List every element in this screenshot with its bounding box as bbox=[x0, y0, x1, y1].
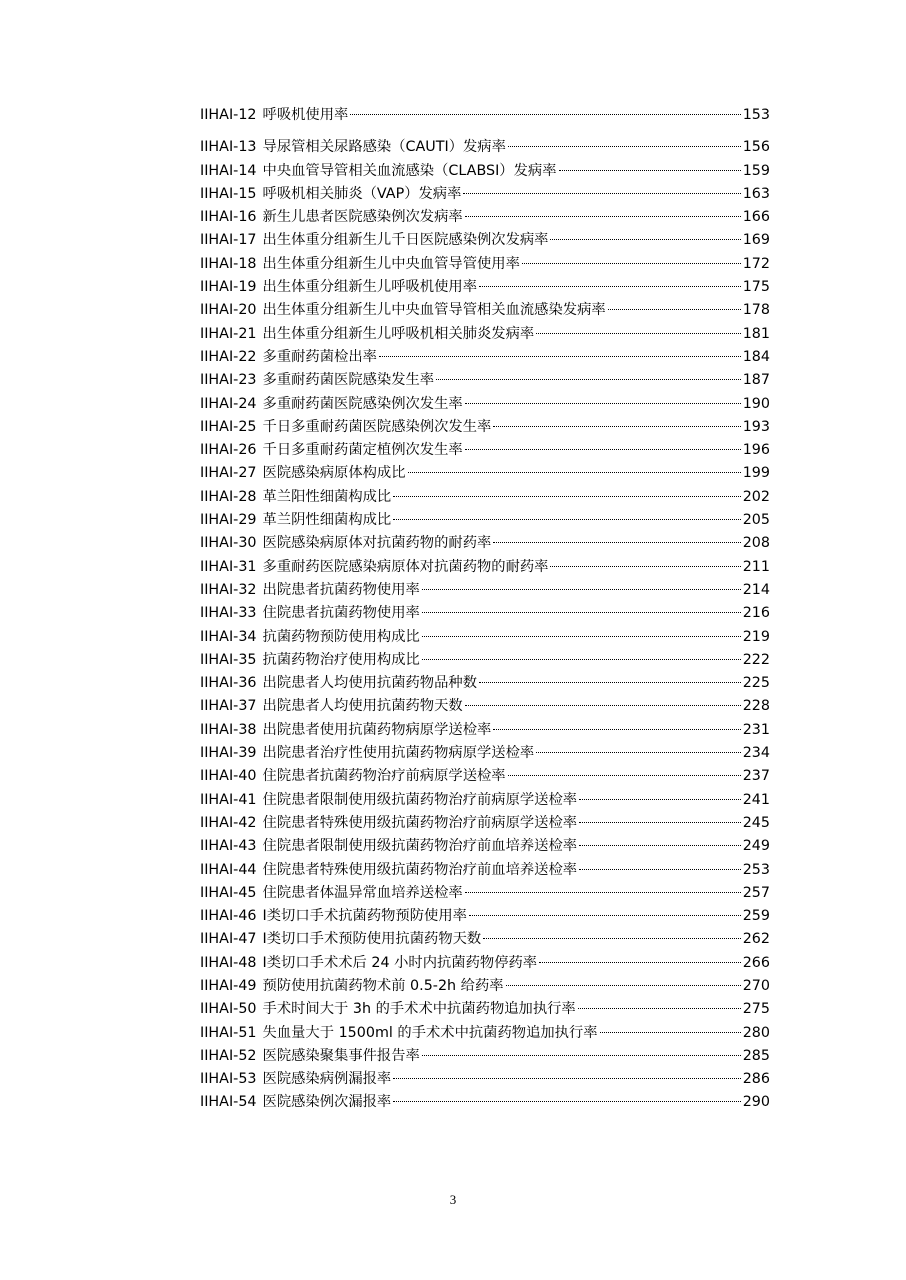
toc-leader-dots bbox=[483, 938, 740, 939]
toc-entry-title: 住院患者特殊使用级抗菌药物治疗前病原学送检率 bbox=[262, 814, 578, 831]
toc-entry-code: IIHAI-38 bbox=[200, 721, 257, 738]
toc-entry-code: IIHAI-50 bbox=[200, 1001, 257, 1018]
toc-entry-title: 预防使用抗菌药物术前 0.5-2h 给药率 bbox=[262, 977, 504, 994]
toc-entry-page: 199 bbox=[742, 465, 770, 482]
toc-entry-page: 222 bbox=[742, 651, 770, 668]
toc-entry-code: IIHAI-45 bbox=[200, 884, 257, 901]
toc-entry-code: IIHAI-24 bbox=[200, 395, 257, 412]
toc-entry-code: IIHAI-46 bbox=[200, 908, 257, 925]
toc-entry[interactable] bbox=[200, 509, 770, 532]
toc-entry-code: IIHAI-54 bbox=[200, 1094, 257, 1111]
toc-entry-title: 出院患者人均使用抗菌药物天数 bbox=[262, 698, 463, 715]
toc-entry-code: IIHAI-33 bbox=[200, 605, 257, 622]
toc-leader-dots bbox=[508, 775, 741, 776]
toc-entry[interactable] bbox=[200, 462, 770, 485]
toc-entry-page: 266 bbox=[742, 954, 770, 971]
toc-leader-dots bbox=[550, 239, 740, 240]
toc-leader-dots bbox=[550, 566, 740, 567]
toc-entry-page: 234 bbox=[742, 745, 770, 762]
toc-entry[interactable] bbox=[200, 160, 770, 183]
toc-entry-code: IIHAI-47 bbox=[200, 931, 257, 948]
toc-entry[interactable] bbox=[200, 602, 770, 625]
toc-entry[interactable] bbox=[200, 416, 770, 439]
toc-entry[interactable] bbox=[200, 393, 770, 416]
toc-entry-page: 156 bbox=[742, 139, 770, 156]
toc-entry[interactable] bbox=[200, 369, 770, 392]
toc-entry-page: 175 bbox=[742, 279, 770, 296]
toc-entry-page: 245 bbox=[742, 814, 770, 831]
toc-leader-dots bbox=[465, 449, 741, 450]
toc-entry-title: 出生体重分组新生儿千日医院感染例次发病率 bbox=[262, 232, 549, 249]
toc-entry-code: IIHAI-39 bbox=[200, 745, 257, 762]
toc-entry-code: IIHAI-12 bbox=[200, 107, 257, 123]
toc-leader-dots bbox=[465, 216, 741, 217]
toc-entry[interactable] bbox=[200, 928, 770, 951]
toc-entry-code: IIHAI-48 bbox=[200, 954, 257, 971]
toc-entry[interactable] bbox=[200, 579, 770, 602]
toc-entry[interactable] bbox=[200, 136, 770, 159]
toc-entry-page: 225 bbox=[742, 675, 770, 692]
toc-entry-title: 出院患者治疗性使用抗菌药物病原学送检率 bbox=[262, 745, 535, 762]
toc-leader-dots bbox=[506, 985, 741, 986]
toc-entry[interactable] bbox=[200, 742, 770, 765]
toc-entry-title: Ⅰ类切口手术预防使用抗菌药物天数 bbox=[262, 931, 482, 948]
toc-entry-code: IIHAI-35 bbox=[200, 651, 257, 668]
toc-entry-code: IIHAI-27 bbox=[200, 465, 257, 482]
toc-entry[interactable] bbox=[200, 229, 770, 252]
toc-leader-dots bbox=[422, 1055, 741, 1056]
toc-entry[interactable] bbox=[200, 952, 770, 975]
toc-entry-title: 多重耐药菌医院感染发生率 bbox=[262, 372, 435, 389]
toc-leader-dots bbox=[422, 612, 741, 613]
toc-entry[interactable] bbox=[200, 183, 770, 206]
toc-entry[interactable] bbox=[200, 104, 770, 127]
toc-entry-page: 219 bbox=[742, 628, 770, 645]
toc-entry-title: 失血量大于 1500ml 的手术术中抗菌药物追加执行率 bbox=[262, 1024, 598, 1041]
toc-entry-page: 241 bbox=[742, 791, 770, 808]
toc-entry-page: 159 bbox=[742, 162, 770, 179]
toc-entry-code: IIHAI-43 bbox=[200, 838, 257, 855]
toc-entry-title: 医院感染病原体对抗菌药物的耐药率 bbox=[262, 535, 492, 552]
toc-entry[interactable] bbox=[200, 695, 770, 718]
toc-leader-dots bbox=[536, 333, 741, 334]
toc-entry-code: IIHAI-32 bbox=[200, 581, 257, 598]
toc-entry-title: 出生体重分组新生儿中央血管导管相关血流感染发病率 bbox=[262, 302, 606, 319]
toc-entry-code: IIHAI-52 bbox=[200, 1047, 257, 1064]
toc-entry[interactable] bbox=[200, 532, 770, 555]
toc-entry-page: 280 bbox=[742, 1024, 770, 1041]
toc-entry-title: 多重耐药菌检出率 bbox=[262, 348, 377, 365]
toc-leader-dots bbox=[493, 426, 740, 427]
toc-entry[interactable] bbox=[200, 975, 770, 998]
toc-entry[interactable] bbox=[200, 835, 770, 858]
toc-entry-title: 新生儿患者医院感染例次发病率 bbox=[262, 209, 463, 226]
toc-leader-dots bbox=[536, 752, 741, 753]
toc-leader-dots bbox=[393, 519, 740, 520]
toc-entry[interactable] bbox=[200, 206, 770, 229]
toc-entry-page: 262 bbox=[742, 931, 770, 948]
toc-entry-page: 205 bbox=[742, 512, 770, 529]
toc-entry[interactable] bbox=[200, 859, 770, 882]
toc-entry-page: 190 bbox=[742, 395, 770, 412]
toc-entry[interactable] bbox=[200, 346, 770, 369]
toc-entry-title: 医院感染聚集事件报告率 bbox=[262, 1047, 420, 1064]
toc-entry[interactable] bbox=[200, 439, 770, 462]
toc-leader-dots bbox=[479, 682, 741, 683]
toc-entry-title: 导尿管相关尿路感染（CAUTI）发病率 bbox=[262, 139, 506, 156]
toc-entry-title: 出生体重分组新生儿呼吸机相关肺炎发病率 bbox=[262, 325, 535, 342]
toc-entry-code: IIHAI-26 bbox=[200, 442, 257, 459]
toc-entry-page: 153 bbox=[742, 107, 770, 123]
page-number: 3 bbox=[449, 1192, 457, 1207]
toc-entry-code: IIHAI-18 bbox=[200, 255, 257, 272]
toc-entry-code: IIHAI-40 bbox=[200, 768, 257, 785]
toc-leader-dots bbox=[422, 636, 741, 637]
toc-entry[interactable] bbox=[200, 253, 770, 276]
toc-entry-page: 275 bbox=[742, 1001, 770, 1018]
toc-leader-dots bbox=[493, 729, 740, 730]
toc-leader-dots bbox=[469, 915, 741, 916]
toc-entry-page: 231 bbox=[742, 721, 770, 738]
toc-leader-dots bbox=[579, 869, 741, 870]
toc-entry-page: 187 bbox=[742, 372, 770, 389]
toc-leader-dots bbox=[463, 193, 740, 194]
toc-entry-code: IIHAI-20 bbox=[200, 302, 257, 319]
toc-entry-code: IIHAI-30 bbox=[200, 535, 257, 552]
toc-leader-dots bbox=[579, 845, 741, 846]
toc-entry[interactable] bbox=[200, 299, 770, 322]
toc-entry-code: IIHAI-28 bbox=[200, 488, 257, 505]
toc-entry-page: 211 bbox=[742, 558, 770, 575]
toc-leader-dots bbox=[422, 589, 741, 590]
toc-entry[interactable] bbox=[200, 1068, 770, 1091]
toc-entry-page: 216 bbox=[742, 605, 770, 622]
toc-leader-dots bbox=[539, 962, 741, 963]
toc-entry-title: Ⅰ类切口手术抗菌药物预防使用率 bbox=[262, 908, 467, 925]
toc-entry-title: 出生体重分组新生儿呼吸机使用率 bbox=[262, 279, 477, 296]
toc-entry[interactable] bbox=[200, 1045, 770, 1068]
toc-leader-dots bbox=[579, 822, 741, 823]
toc-entry-code: IIHAI-16 bbox=[200, 209, 257, 226]
toc-entry[interactable] bbox=[200, 556, 770, 579]
toc-entry-code: IIHAI-22 bbox=[200, 348, 257, 365]
toc-entry-code: IIHAI-14 bbox=[200, 162, 257, 179]
toc-entry-code: IIHAI-34 bbox=[200, 628, 257, 645]
toc-entry-title: 医院感染病原体构成比 bbox=[262, 465, 406, 482]
toc-entry-title: 革兰阳性细菌构成比 bbox=[262, 488, 392, 505]
toc-entry[interactable] bbox=[200, 998, 770, 1021]
toc-entry-page: 193 bbox=[742, 418, 770, 435]
toc-entry-title: 手术时间大于 3h 的手术术中抗菌药物追加执行率 bbox=[262, 1001, 576, 1018]
toc-entry-title: 出院患者人均使用抗菌药物品种数 bbox=[262, 675, 477, 692]
toc-entry-title: 出生体重分组新生儿中央血管导管使用率 bbox=[262, 255, 520, 272]
toc-entry[interactable] bbox=[200, 649, 770, 672]
toc-leader-dots bbox=[559, 170, 741, 171]
table-of-contents bbox=[200, 104, 770, 1115]
toc-entry-page: 257 bbox=[742, 884, 770, 901]
toc-entry[interactable] bbox=[200, 1091, 770, 1114]
toc-entry-page: 166 bbox=[742, 209, 770, 226]
toc-entry-code: IIHAI-13 bbox=[200, 139, 257, 156]
toc-entry-page: 214 bbox=[742, 581, 770, 598]
toc-leader-dots bbox=[393, 496, 740, 497]
toc-entry-title: 抗菌药物预防使用构成比 bbox=[262, 628, 420, 645]
toc-entry[interactable] bbox=[200, 765, 770, 788]
toc-leader-dots bbox=[436, 379, 741, 380]
toc-entry-code: IIHAI-42 bbox=[200, 814, 257, 831]
toc-entry[interactable] bbox=[200, 486, 770, 509]
toc-entry-title: 千日多重耐药菌定植例次发生率 bbox=[262, 442, 463, 459]
toc-entry-page: 172 bbox=[742, 255, 770, 272]
toc-leader-dots bbox=[493, 542, 740, 543]
toc-entry-page: 181 bbox=[742, 325, 770, 342]
toc-entry[interactable] bbox=[200, 905, 770, 928]
toc-entry-title: 出院患者使用抗菌药物病原学送检率 bbox=[262, 721, 492, 738]
toc-leader-dots bbox=[393, 1078, 740, 1079]
toc-entry-page: 253 bbox=[742, 861, 770, 878]
toc-entry-page: 290 bbox=[742, 1094, 770, 1111]
toc-entry[interactable] bbox=[200, 323, 770, 346]
toc-entry-title: 多重耐药医院感染病原体对抗菌药物的耐药率 bbox=[262, 558, 549, 575]
toc-entry-code: IIHAI-23 bbox=[200, 372, 257, 389]
toc-leader-dots bbox=[465, 892, 741, 893]
toc-entry-title: 中央血管导管相关血流感染（CLABSI）发病率 bbox=[262, 162, 557, 179]
toc-entry[interactable] bbox=[200, 789, 770, 812]
toc-entry-title: Ⅰ类切口手术术后 24 小时内抗菌药物停药率 bbox=[262, 954, 538, 971]
toc-entry-page: 178 bbox=[742, 302, 770, 319]
toc-entry-title: 抗菌药物治疗使用构成比 bbox=[262, 651, 420, 668]
toc-leader-dots bbox=[422, 659, 741, 660]
toc-leader-dots bbox=[522, 263, 741, 264]
toc-entry-page: 208 bbox=[742, 535, 770, 552]
toc-entry-page: 249 bbox=[742, 838, 770, 855]
toc-leader-dots bbox=[578, 1008, 741, 1009]
toc-entry-code: IIHAI-41 bbox=[200, 791, 257, 808]
toc-entry-title: 千日多重耐药菌医院感染例次发生率 bbox=[262, 418, 492, 435]
toc-entry-code: IIHAI-19 bbox=[200, 279, 257, 296]
toc-entry-page: 202 bbox=[742, 488, 770, 505]
toc-entry-code: IIHAI-21 bbox=[200, 325, 257, 342]
toc-entry[interactable] bbox=[200, 719, 770, 742]
toc-entry-page: 169 bbox=[742, 232, 770, 249]
toc-entry[interactable] bbox=[200, 882, 770, 905]
toc-entry-title: 住院患者限制使用级抗菌药物治疗前病原学送检率 bbox=[262, 791, 578, 808]
toc-leader-dots bbox=[600, 1032, 741, 1033]
toc-entry-code: IIHAI-36 bbox=[200, 675, 257, 692]
toc-entry-code: IIHAI-25 bbox=[200, 418, 257, 435]
toc-entry-page: 237 bbox=[742, 768, 770, 785]
toc-entry-code: IIHAI-17 bbox=[200, 232, 257, 249]
toc-leader-dots bbox=[579, 799, 741, 800]
toc-leader-dots bbox=[608, 309, 741, 310]
toc-entry-title: 呼吸机使用率 bbox=[262, 107, 349, 123]
toc-entry-code: IIHAI-31 bbox=[200, 558, 257, 575]
toc-entry-title: 住院患者抗菌药物治疗前病原学送检率 bbox=[262, 768, 506, 785]
toc-entry-code: IIHAI-51 bbox=[200, 1024, 257, 1041]
toc-leader-dots bbox=[465, 705, 741, 706]
toc-entry[interactable] bbox=[200, 276, 770, 299]
toc-entry-code: IIHAI-49 bbox=[200, 977, 257, 994]
toc-entry-page: 259 bbox=[742, 908, 770, 925]
toc-entry-code: IIHAI-37 bbox=[200, 698, 257, 715]
toc-leader-dots bbox=[393, 1101, 740, 1102]
toc-entry-title: 医院感染例次漏报率 bbox=[262, 1094, 392, 1111]
toc-entry-page: 286 bbox=[742, 1071, 770, 1088]
toc-entry-page: 285 bbox=[742, 1047, 770, 1064]
toc-entry[interactable] bbox=[200, 626, 770, 649]
toc-entry-title: 住院患者限制使用级抗菌药物治疗前血培养送检率 bbox=[262, 838, 578, 855]
toc-entry-title: 呼吸机相关肺炎（VAP）发病率 bbox=[262, 185, 462, 202]
toc-entry-page: 184 bbox=[742, 348, 770, 365]
toc-entry-page: 270 bbox=[742, 977, 770, 994]
toc-entry-title: 住院患者体温异常血培养送检率 bbox=[262, 884, 463, 901]
toc-entry-title: 住院患者抗菌药物使用率 bbox=[262, 605, 420, 622]
toc-entry-code: IIHAI-53 bbox=[200, 1071, 257, 1088]
toc-leader-dots bbox=[465, 403, 741, 404]
toc-entry-code: IIHAI-44 bbox=[200, 861, 257, 878]
toc-entry-title: 出院患者抗菌药物使用率 bbox=[262, 581, 420, 598]
toc-entry-title: 革兰阴性细菌构成比 bbox=[262, 512, 392, 529]
toc-entry-page: 163 bbox=[742, 185, 770, 202]
toc-entry-page: 196 bbox=[742, 442, 770, 459]
toc-leader-dots bbox=[408, 472, 741, 473]
toc-entry[interactable] bbox=[200, 672, 770, 695]
toc-leader-dots bbox=[479, 286, 741, 287]
toc-entry-page: 228 bbox=[742, 698, 770, 715]
toc-leader-dots bbox=[508, 146, 741, 147]
toc-entry-title: 多重耐药菌医院感染例次发生率 bbox=[262, 395, 463, 412]
toc-entry-title: 医院感染病例漏报率 bbox=[262, 1071, 392, 1088]
toc-entry-title: 住院患者特殊使用级抗菌药物治疗前血培养送检率 bbox=[262, 861, 578, 878]
toc-entry-code: IIHAI-29 bbox=[200, 512, 257, 529]
toc-leader-dots bbox=[350, 114, 740, 115]
toc-entry[interactable] bbox=[200, 1022, 770, 1045]
toc-entry[interactable] bbox=[200, 812, 770, 835]
toc-leader-dots bbox=[379, 356, 741, 357]
toc-entry-code: IIHAI-15 bbox=[200, 185, 257, 202]
